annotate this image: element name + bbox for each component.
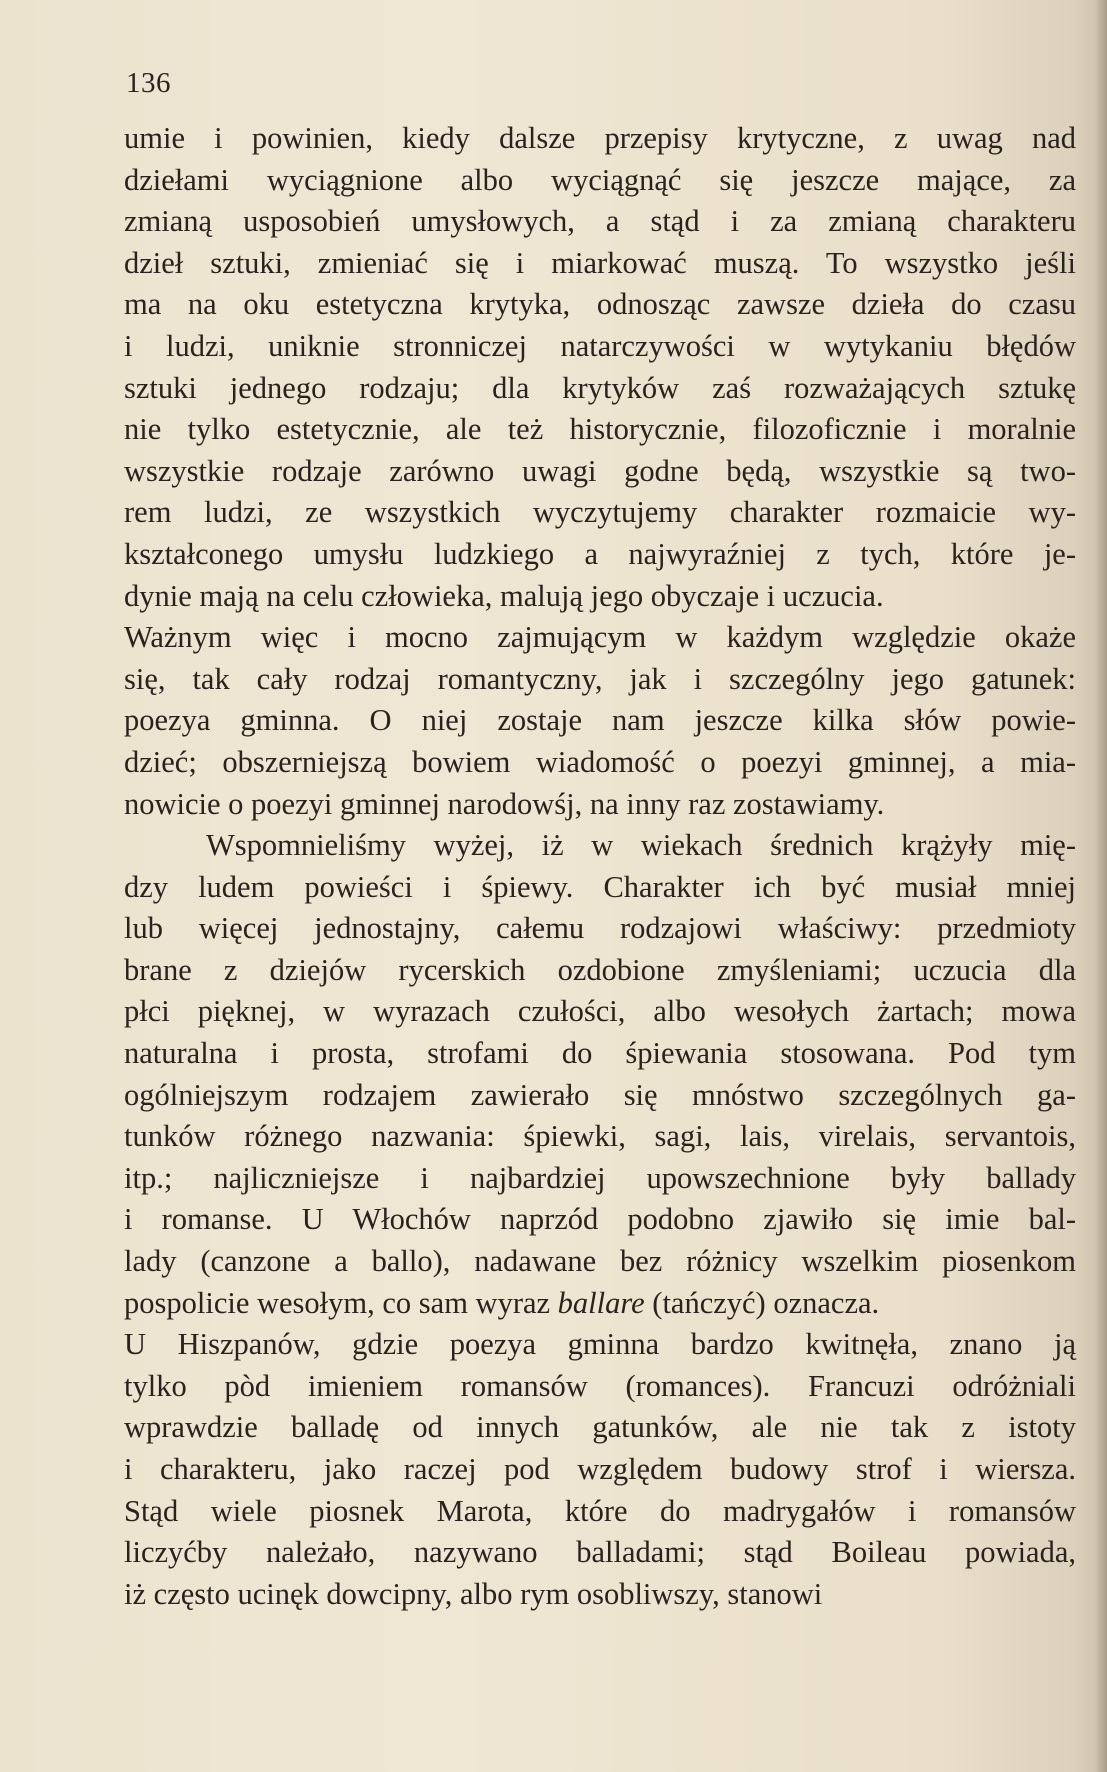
text-line: lady (canzone a ballo), nadawane bez różnicy wszelkim piosenkom xyxy=(124,1244,1076,1279)
text-line: umie i powinien, kiedy dalsze przepisy krytyczne, z uwag nad xyxy=(124,121,1076,155)
text-segment: pospolicie wesołym, co sam wyraz xyxy=(124,1285,558,1320)
text-line: sztuki jednego rodzaju; dla krytyków zaś rozważających sztukę xyxy=(124,370,1076,405)
body-text xyxy=(124,118,1076,1615)
text-line: dziełami wyciągnione albo wyciągnąć się jeszcze mające, za xyxy=(124,162,1076,197)
text-line: dzieć; obszerniejszą bowiem wiadomość o poezyi gminnej, a mia- xyxy=(124,744,1076,779)
text-line: brane z dziejów rycerskich ozdobione zmyśleniami; uczucia dla xyxy=(124,952,1076,987)
text-line: tunków różnego nazwania: śpiewki, sagi, lais, virelais, servantois, xyxy=(124,1119,1076,1154)
text-line: zmianą usposobień umysłowych, a stąd i za zmianą charakteru xyxy=(124,204,1076,239)
text-line: ma na oku estetyczna krytyka, odnosząc zawsze dzieła do czasu xyxy=(124,287,1076,322)
page-number: 136 xyxy=(126,67,171,99)
text-line: Wspomnieliśmy wyżej, iż w wiekach średnich krążyły mię- xyxy=(206,828,1076,863)
text-line: i ludzi, uniknie stronniczej natarczywości w wytykaniu błędów xyxy=(124,328,1076,363)
text-line: i romanse. U Włochów naprzód podobno zjawiło się imie bal- xyxy=(124,1202,1076,1237)
text-line: kształconego umysłu ludzkiego a najwyraźniej z tych, które je- xyxy=(124,536,1076,571)
text-line: naturalna i prosta, strofami do śpiewania stosowana. Pod tym xyxy=(124,1036,1076,1071)
page-edge-shadow xyxy=(1095,0,1107,1772)
text-line: się, tak cały rodzaj romantyczny, jak i szczególny jego gatunek: xyxy=(124,661,1076,696)
text-line: iż często ucinęk dowcipny, albo rym osobliwszy, stanowi xyxy=(124,1576,823,1611)
text-line: wprawdzie balladę od innych gatunków, ale nie tak z istoty xyxy=(124,1410,1076,1445)
italic-word: ballare xyxy=(557,1285,645,1320)
text-line: dzieł sztuki, zmieniać się i miarkować muszą. To wszystko jeśli xyxy=(124,245,1076,280)
text-line: i charakteru, jako raczej pod względem budowy strof i wiersza. xyxy=(124,1452,1076,1486)
text-line: nowicie o poezyi gminnej narodowśj, na inny raz zostawiamy. xyxy=(124,786,885,821)
text-line: wszystkie rodzaje zarówno uwagi godne będą, wszystkie są two- xyxy=(124,453,1076,488)
text-line: itp.; najliczniejsze i najbardziej upowszechnione były ballady xyxy=(124,1160,1076,1195)
text-line: U Hiszpanów, gdzie poezya gminna bardzo kwitnęła, znano ją xyxy=(124,1327,1076,1362)
text-line: liczyćby należało, nazywano balladami; stąd Boileau powiada, xyxy=(124,1535,1076,1570)
text-line: dzy ludem powieści i śpiewy. Charakter ich być musiał mniej xyxy=(124,869,1076,904)
text-line: płci pięknej, w wyrazach czułości, albo wesołych żartach; mowa xyxy=(124,994,1076,1029)
text-line: lub więcej jednostajny, całemu rodzajowi właściwy: przedmioty xyxy=(124,911,1076,946)
text-line: tylko pòd imieniem romansów (romances). Francuzi odróżniali xyxy=(124,1368,1076,1403)
text-line: ogólniejszym rodzajem zawierało się mnóstwo szczególnych ga- xyxy=(124,1077,1076,1112)
text-line: poezya gminna. O niej zostaje nam jeszcze kilka słów powie- xyxy=(124,703,1076,738)
text-segment: (tańczyć) oznacza. xyxy=(644,1285,880,1320)
text-line: Stąd wiele piosnek Marota, które do madrygałów i romansów xyxy=(124,1493,1076,1528)
text-line: nie tylko estetycznie, ale też historycznie, filozoficznie i moralnie xyxy=(124,412,1076,447)
text-line: Ważnym więc i mocno zajmującym w każdym względzie okaże xyxy=(124,620,1076,655)
text-line xyxy=(124,1283,1076,1325)
text-line: dynie mają na celu człowieka, malują jego obyczaje i uczucia. xyxy=(124,578,884,613)
text-line: rem ludzi, ze wszystkich wyczytujemy charakter rozmaicie wy- xyxy=(124,495,1076,530)
